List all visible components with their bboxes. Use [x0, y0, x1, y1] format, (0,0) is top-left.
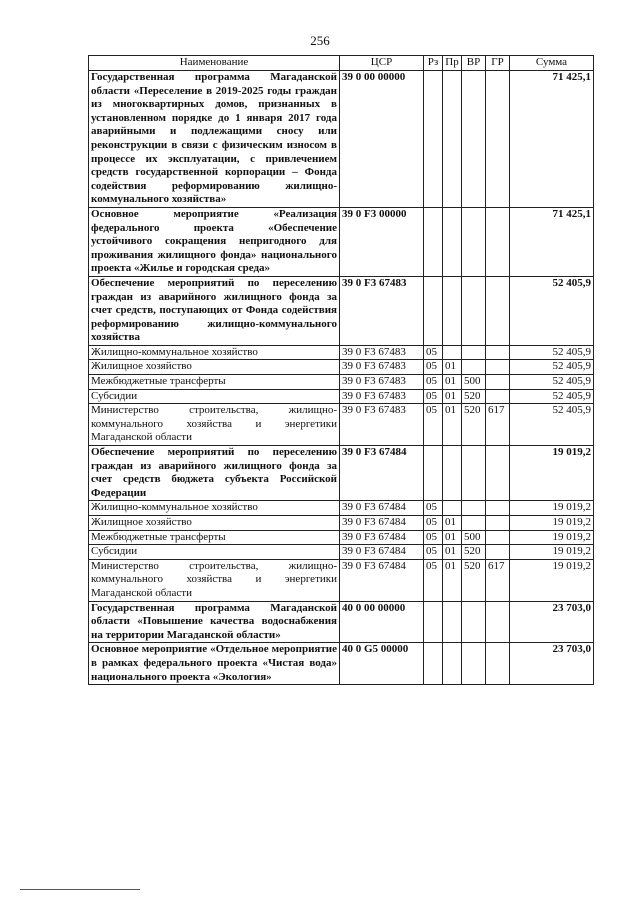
row-gr: 617 [486, 559, 510, 601]
row-sum: 52 405,9 [510, 345, 594, 360]
row-sum: 19 019,2 [510, 501, 594, 516]
row-vr [462, 501, 486, 516]
row-pr [443, 71, 462, 208]
header-rz: Рз [424, 56, 443, 71]
row-name: Государственная программа Магаданской области «Переселение в 2019-2025 годы граждан из многоквартирных домов, признанных в установленном порядке до 1 января 2017 года аварийными и подлежащими сносу или реконструкции в связи с физическим износом в процессе их эксплуатации, с привлечением средств государственной корпорации – Фонда содействия реформированию жилищно-коммунального хозяйства» [89, 71, 340, 208]
row-rz: 05 [424, 345, 443, 360]
row-name: Межбюджетные трансферты [89, 530, 340, 545]
row-sum: 23 703,0 [510, 601, 594, 643]
row-rz [424, 207, 443, 276]
table-row [89, 276, 594, 345]
table-row [89, 389, 594, 404]
row-name: Министерство строительства, жилищно-коммунального хозяйства и энергетики Магаданской области [89, 404, 340, 446]
row-sum: 19 019,2 [510, 516, 594, 531]
footnote-divider [20, 889, 140, 890]
table-row [89, 71, 594, 208]
row-vr: 520 [462, 389, 486, 404]
row-csr: 39 0 F3 67483 [340, 375, 424, 390]
table-row [89, 530, 594, 545]
row-gr [486, 446, 510, 501]
row-rz: 05 [424, 530, 443, 545]
row-vr [462, 446, 486, 501]
row-rz: 05 [424, 545, 443, 560]
row-vr: 520 [462, 404, 486, 446]
row-vr [462, 276, 486, 345]
row-pr [443, 643, 462, 685]
row-vr: 520 [462, 559, 486, 601]
row-rz [424, 643, 443, 685]
row-name: Жилищно-коммунальное хозяйство [89, 345, 340, 360]
row-pr: 01 [443, 530, 462, 545]
header-vr: ВР [462, 56, 486, 71]
row-vr [462, 601, 486, 643]
row-name: Министерство строительства, жилищно-коммунального хозяйства и энергетики Магаданской области [89, 559, 340, 601]
row-sum: 71 425,1 [510, 207, 594, 276]
row-csr: 39 0 F3 67484 [340, 516, 424, 531]
header-name: Наименование [89, 56, 340, 71]
row-sum: 52 405,9 [510, 389, 594, 404]
row-rz [424, 276, 443, 345]
row-gr [486, 71, 510, 208]
row-csr: 39 0 F3 67483 [340, 404, 424, 446]
table-row [89, 404, 594, 446]
row-rz [424, 601, 443, 643]
header-pr: Пр [443, 56, 462, 71]
row-pr: 01 [443, 516, 462, 531]
header-sum: Сумма [510, 56, 594, 71]
row-gr [486, 375, 510, 390]
row-csr: 40 0 00 00000 [340, 601, 424, 643]
table-row [89, 360, 594, 375]
row-pr: 01 [443, 375, 462, 390]
table-row [89, 375, 594, 390]
row-rz: 05 [424, 516, 443, 531]
row-rz: 05 [424, 375, 443, 390]
header-gr: ГР [486, 56, 510, 71]
row-gr [486, 360, 510, 375]
row-vr [462, 71, 486, 208]
table-row [89, 643, 594, 685]
row-sum: 23 703,0 [510, 643, 594, 685]
row-pr [443, 276, 462, 345]
row-vr [462, 516, 486, 531]
row-pr: 01 [443, 360, 462, 375]
row-csr: 40 0 G5 00000 [340, 643, 424, 685]
row-rz: 05 [424, 501, 443, 516]
row-name: Жилищное хозяйство [89, 516, 340, 531]
row-name: Основное мероприятие «Отдельное мероприятие в рамках федерального проекта «Чистая вода» национального проекта «Экология» [89, 643, 340, 685]
row-vr [462, 643, 486, 685]
row-name: Основное мероприятие «Реализация федерального проекта «Обеспечение устойчивого сокращения непригодного для проживания жилищного фонда» национального проекта «Жилье и городская среда» [89, 207, 340, 276]
row-name: Субсидии [89, 545, 340, 560]
row-csr: 39 0 F3 00000 [340, 207, 424, 276]
row-rz [424, 446, 443, 501]
row-pr [443, 207, 462, 276]
table-row [89, 345, 594, 360]
table-row [89, 501, 594, 516]
table-row [89, 446, 594, 501]
page-number: 256 [310, 33, 330, 48]
row-csr: 39 0 F3 67484 [340, 559, 424, 601]
row-vr [462, 207, 486, 276]
table-row [89, 516, 594, 531]
row-vr [462, 345, 486, 360]
row-pr: 01 [443, 559, 462, 601]
row-csr: 39 0 F3 67484 [340, 530, 424, 545]
row-name: Субсидии [89, 389, 340, 404]
row-gr [486, 545, 510, 560]
row-gr [486, 345, 510, 360]
row-csr: 39 0 F3 67484 [340, 446, 424, 501]
row-gr: 617 [486, 404, 510, 446]
row-gr [486, 501, 510, 516]
budget-table [88, 55, 594, 685]
row-csr: 39 0 F3 67483 [340, 276, 424, 345]
row-gr [486, 276, 510, 345]
row-pr [443, 501, 462, 516]
row-gr [486, 601, 510, 643]
row-pr: 01 [443, 404, 462, 446]
row-gr [486, 389, 510, 404]
row-sum: 52 405,9 [510, 276, 594, 345]
row-pr: 01 [443, 545, 462, 560]
row-vr: 500 [462, 530, 486, 545]
row-gr [486, 516, 510, 531]
row-sum: 19 019,2 [510, 446, 594, 501]
row-sum: 52 405,9 [510, 404, 594, 446]
row-vr: 500 [462, 375, 486, 390]
row-rz: 05 [424, 404, 443, 446]
row-pr: 01 [443, 389, 462, 404]
row-vr: 520 [462, 545, 486, 560]
row-rz [424, 71, 443, 208]
table-row [89, 601, 594, 643]
row-pr [443, 446, 462, 501]
header-csr: ЦСР [340, 56, 424, 71]
table-row [89, 559, 594, 601]
row-gr [486, 207, 510, 276]
row-csr: 39 0 F3 67483 [340, 360, 424, 375]
row-csr: 39 0 00 00000 [340, 71, 424, 208]
table-row [89, 545, 594, 560]
row-gr [486, 530, 510, 545]
table-header-row [89, 56, 594, 71]
row-sum: 52 405,9 [510, 360, 594, 375]
row-name: Жилищно-коммунальное хозяйство [89, 501, 340, 516]
row-rz: 05 [424, 559, 443, 601]
row-csr: 39 0 F3 67484 [340, 501, 424, 516]
row-sum: 19 019,2 [510, 559, 594, 601]
row-pr [443, 601, 462, 643]
row-pr [443, 345, 462, 360]
row-sum: 71 425,1 [510, 71, 594, 208]
row-gr [486, 643, 510, 685]
table-row [89, 207, 594, 276]
row-name: Обеспечение мероприятий по переселению граждан из аварийного жилищного фонда за счет средств, поступающих от Фонда содействия реформированию жилищно-коммунального хозяйства [89, 276, 340, 345]
row-sum: 19 019,2 [510, 530, 594, 545]
row-rz: 05 [424, 389, 443, 404]
row-rz: 05 [424, 360, 443, 375]
row-csr: 39 0 F3 67484 [340, 545, 424, 560]
row-vr [462, 360, 486, 375]
row-name: Жилищное хозяйство [89, 360, 340, 375]
row-name: Государственная программа Магаданской области «Повышение качества водоснабжения на территории Магаданской области» [89, 601, 340, 643]
row-csr: 39 0 F3 67483 [340, 345, 424, 360]
row-name: Межбюджетные трансферты [89, 375, 340, 390]
row-sum: 52 405,9 [510, 375, 594, 390]
row-sum: 19 019,2 [510, 545, 594, 560]
row-name: Обеспечение мероприятий по переселению граждан из аварийного жилищного фонда за счет средств бюджета субъекта Российской Федерации [89, 446, 340, 501]
row-csr: 39 0 F3 67483 [340, 389, 424, 404]
